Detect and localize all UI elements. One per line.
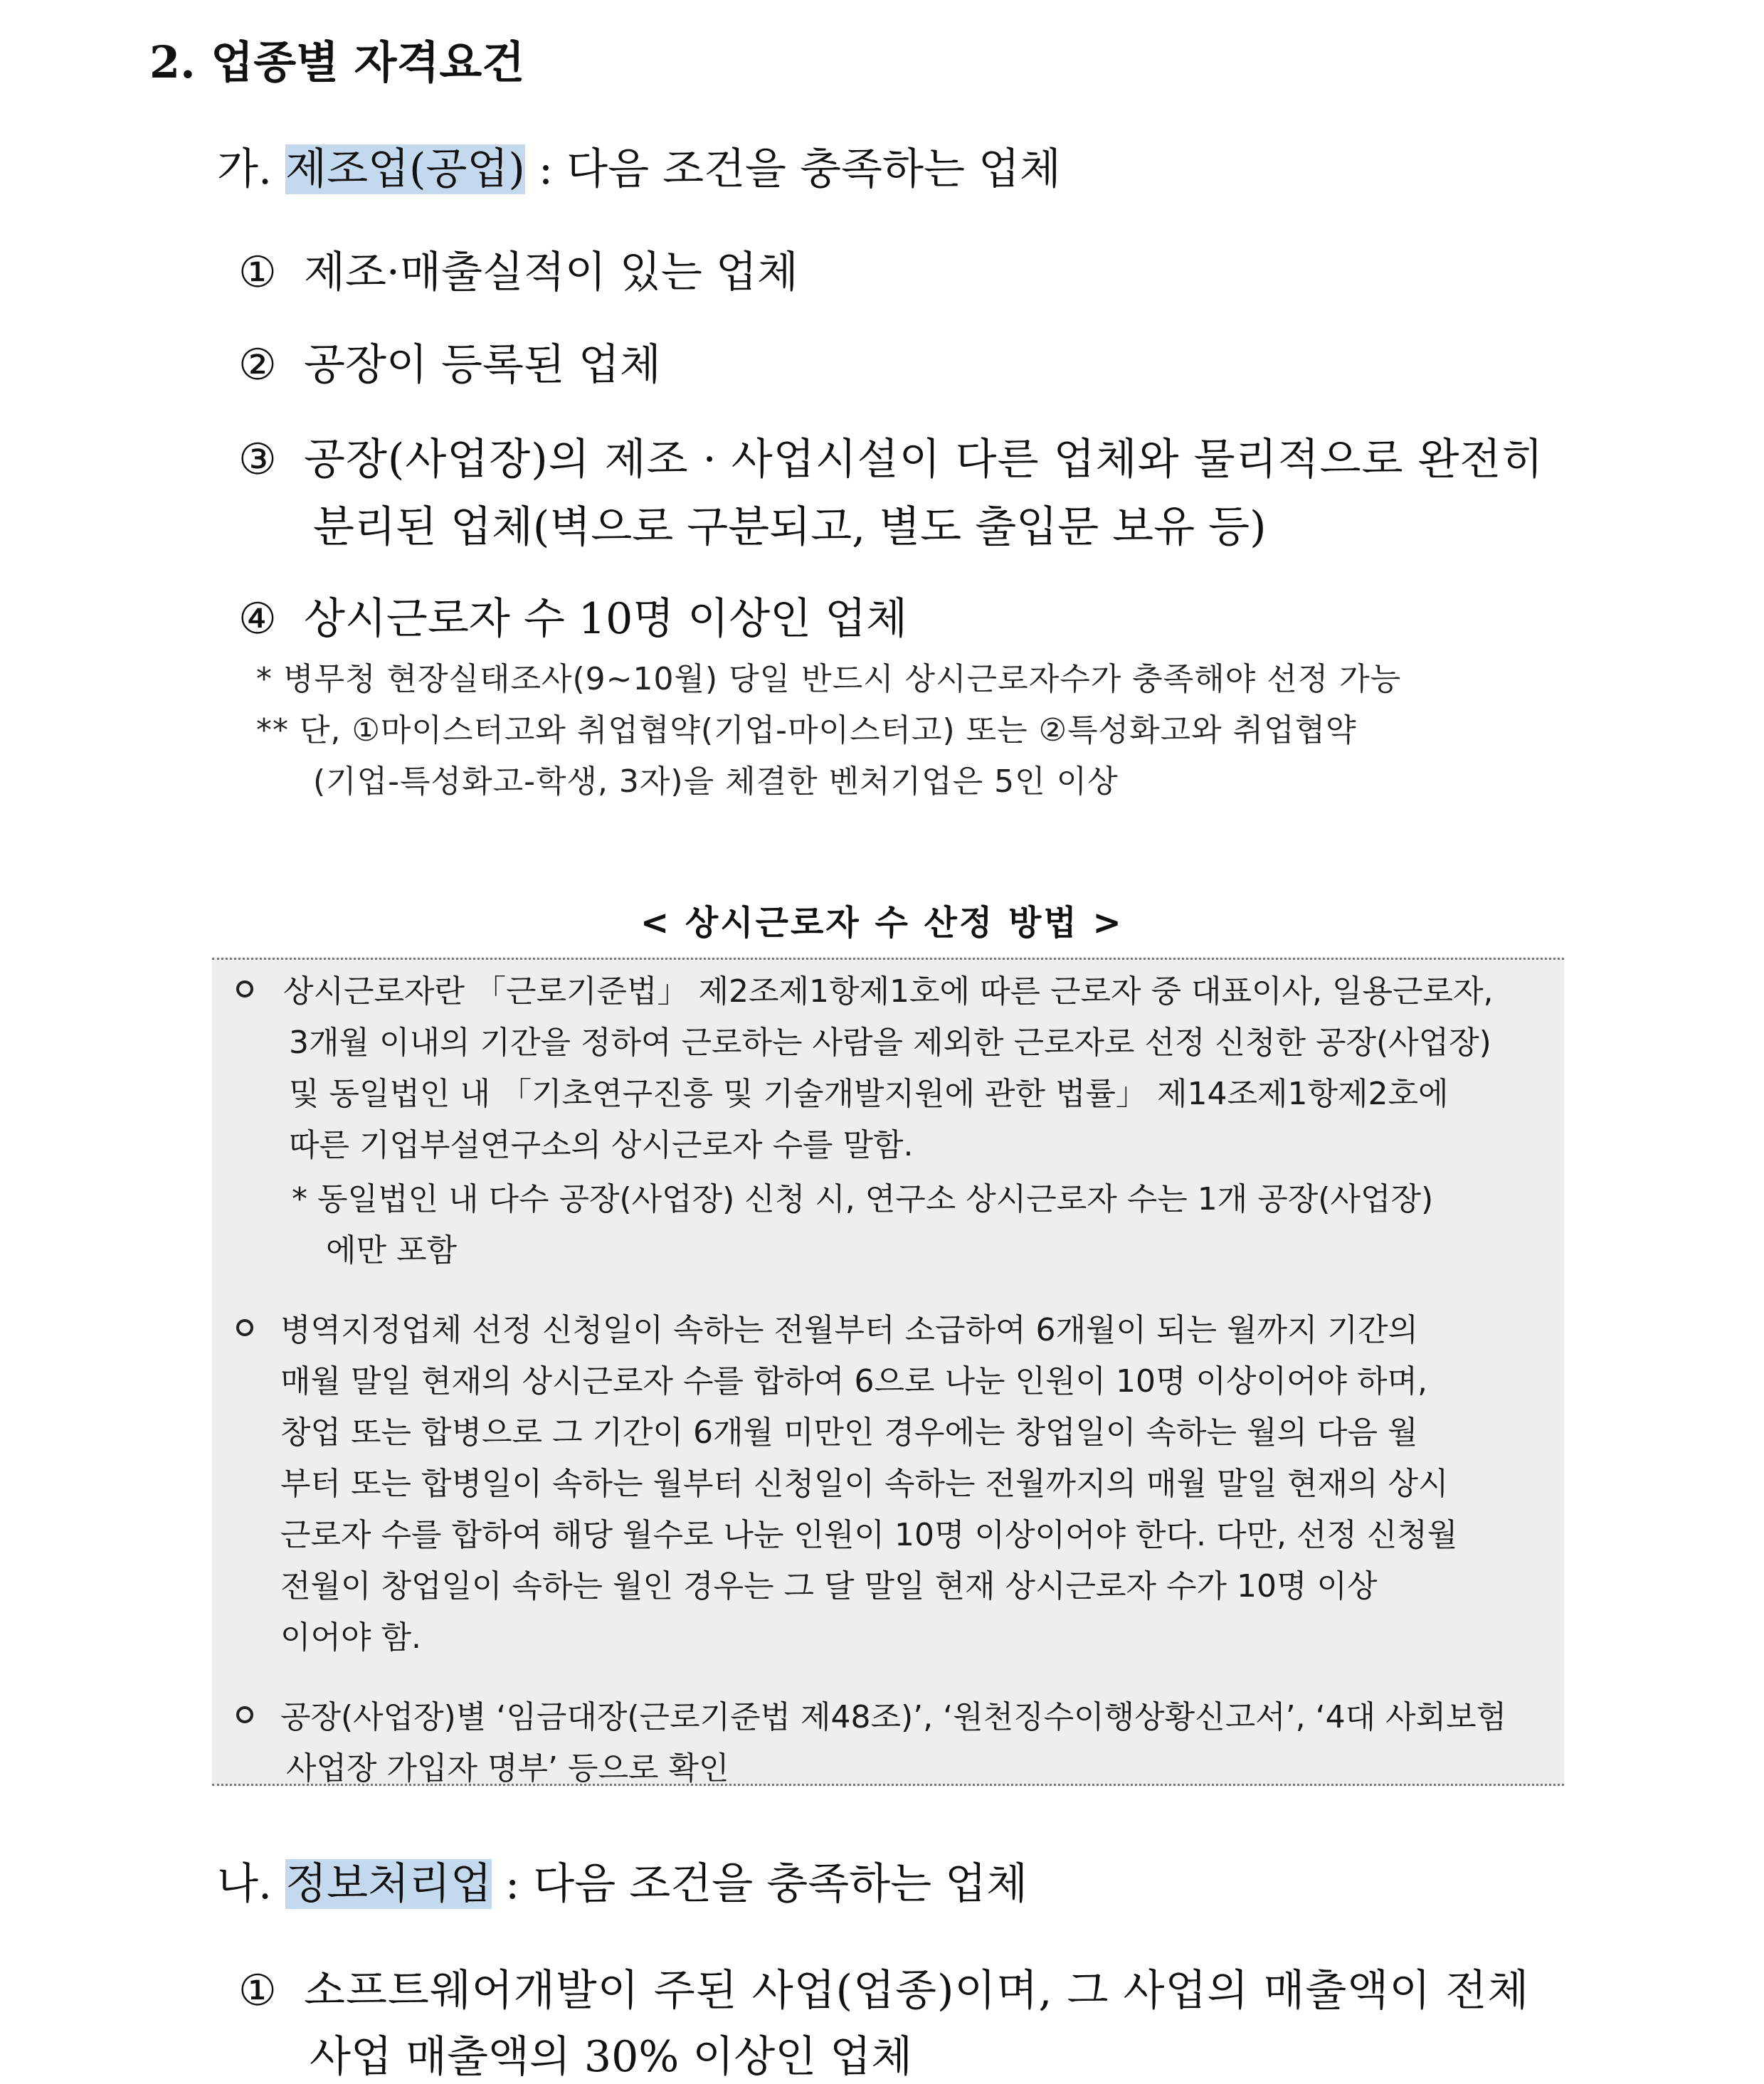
criteria-item-1 <box>238 238 798 300</box>
calc-text-line: 3개월 이내의 기간을 정하여 근로하는 사람을 제외한 근로자로 선정 신청한 공장(사업장) <box>289 1025 1491 1061</box>
category-prefix: 가. <box>217 144 273 194</box>
calc-text-line: 상시근로자란 「근로기준법」 제2조제1항제1호에 따른 근로자 중 대표이사, 일용근로자, <box>283 973 1494 1010</box>
it-criteria-item-1-line2: 사업 매출액의 30% 이상인 업체 <box>310 2032 913 2082</box>
it-criteria-item-1 <box>238 1957 1529 2018</box>
bullet-icon <box>236 1319 253 1336</box>
item-number: ③ <box>238 435 277 485</box>
item-text-line1: 소프트웨어개발이 주된 사업(업종)이며, 그 사업의 매출액이 전체 <box>304 1966 1530 2016</box>
section-title: 2. 업종별 자격요건 <box>149 36 525 88</box>
calc-text-line: 사업장 가입자 명부’ 등으로 확인 <box>286 1750 729 1787</box>
category-suffix: : 다음 조건을 충족하는 업체 <box>538 144 1061 194</box>
calc-text-line: 창업 또는 합병으로 그 기간이 6개월 미만인 경우에는 창업일이 속하는 월의 다음 월 <box>280 1414 1418 1451</box>
calc-text-line: 근로자 수를 합하여 해당 월수로 나눈 인원이 10명 이상이어야 한다. 다만, 선정 신청월 <box>280 1517 1458 1553</box>
item-text: 제조·매출실적이 있는 업체 <box>304 248 798 297</box>
calc-text-line: 및 동일법인 내 「기초연구진흥 및 기술개발지원에 관한 법률」 제14조제1항제2호에 <box>289 1076 1449 1112</box>
criteria-item-3 <box>238 425 1543 487</box>
note-line: ** 단, ①마이스터고와 취업협약(기업-마이스터고) 또는 ②특성화고와 취업협약 <box>256 712 1357 749</box>
category-prefix: 나. <box>217 1859 273 1909</box>
item-number: ① <box>238 1966 277 2016</box>
calc-note-line: 에만 포함 <box>326 1232 458 1269</box>
category-label-manufacturing: 제조업(공업) <box>285 144 525 194</box>
category-heading-manufacturing <box>217 135 1061 196</box>
bullet-icon <box>236 980 253 998</box>
calc-note-line: * 동일법인 내 다수 공장(사업장) 신청 시, 연구소 상시근로자 수는 1개 공장(사업장) <box>292 1181 1434 1217</box>
bullet-icon <box>236 1706 253 1723</box>
calc-text-line: 부터 또는 합병일이 속하는 월부터 신청일이 속하는 전월까지의 매월 말일 현재의 상시 <box>280 1466 1449 1502</box>
category-label-it: 정보처리업 <box>285 1859 492 1909</box>
criteria-item-3-line2: 분리된 업체(벽으로 구분되고, 별도 출입문 보유 등) <box>313 502 1267 552</box>
note-line: * 병무청 현장실태조사(9~10월) 당일 반드시 상시근로자수가 충족해야 선정 가능 <box>256 661 1402 697</box>
calc-text-line: 병역지정업체 선정 신청일이 속하는 전월부터 소급하여 6개월이 되는 월까지 기간의 <box>280 1312 1419 1348</box>
note-line: (기업-특성화고-학생, 3자)을 체결한 벤처기업은 5인 이상 <box>313 763 1119 800</box>
calc-text-line: 매월 말일 현재의 상시근로자 수를 합하여 6으로 나눈 인원이 10명 이상이어야 하며, <box>280 1363 1427 1400</box>
calc-method-box <box>212 958 1564 1786</box>
criteria-item-2 <box>238 331 661 392</box>
item-number: ④ <box>238 594 277 644</box>
criteria-item-4 <box>238 585 907 646</box>
item-number: ① <box>238 248 277 297</box>
category-suffix: : 다음 조건을 충족하는 업체 <box>505 1859 1028 1909</box>
item-number: ② <box>238 340 277 390</box>
calc-text-line: 이어야 함. <box>280 1619 421 1656</box>
calc-text-line: 공장(사업장)별 ‘임금대장(근로기준법 제48조)’, ‘원천징수이행상황신고서’, ‘4대 사회보험 <box>280 1699 1507 1735</box>
calc-text-line: 전월이 창업일이 속하는 월인 경우는 그 달 말일 현재 상시근로자 수가 10명 이상 <box>280 1568 1378 1604</box>
category-heading-it <box>217 1850 1028 1911</box>
item-text: 공장이 등록된 업체 <box>304 340 661 390</box>
item-text: 상시근로자 수 10명 이상인 업체 <box>304 594 908 644</box>
calc-box-title: < 상시근로자 수 산정 방법 > <box>640 903 1124 943</box>
item-text-line1: 공장(사업장)의 제조 · 사업시설이 다른 업체와 물리적으로 완전히 <box>304 435 1544 485</box>
calc-text-line: 따른 기업부설연구소의 상시근로자 수를 말함. <box>289 1127 914 1163</box>
